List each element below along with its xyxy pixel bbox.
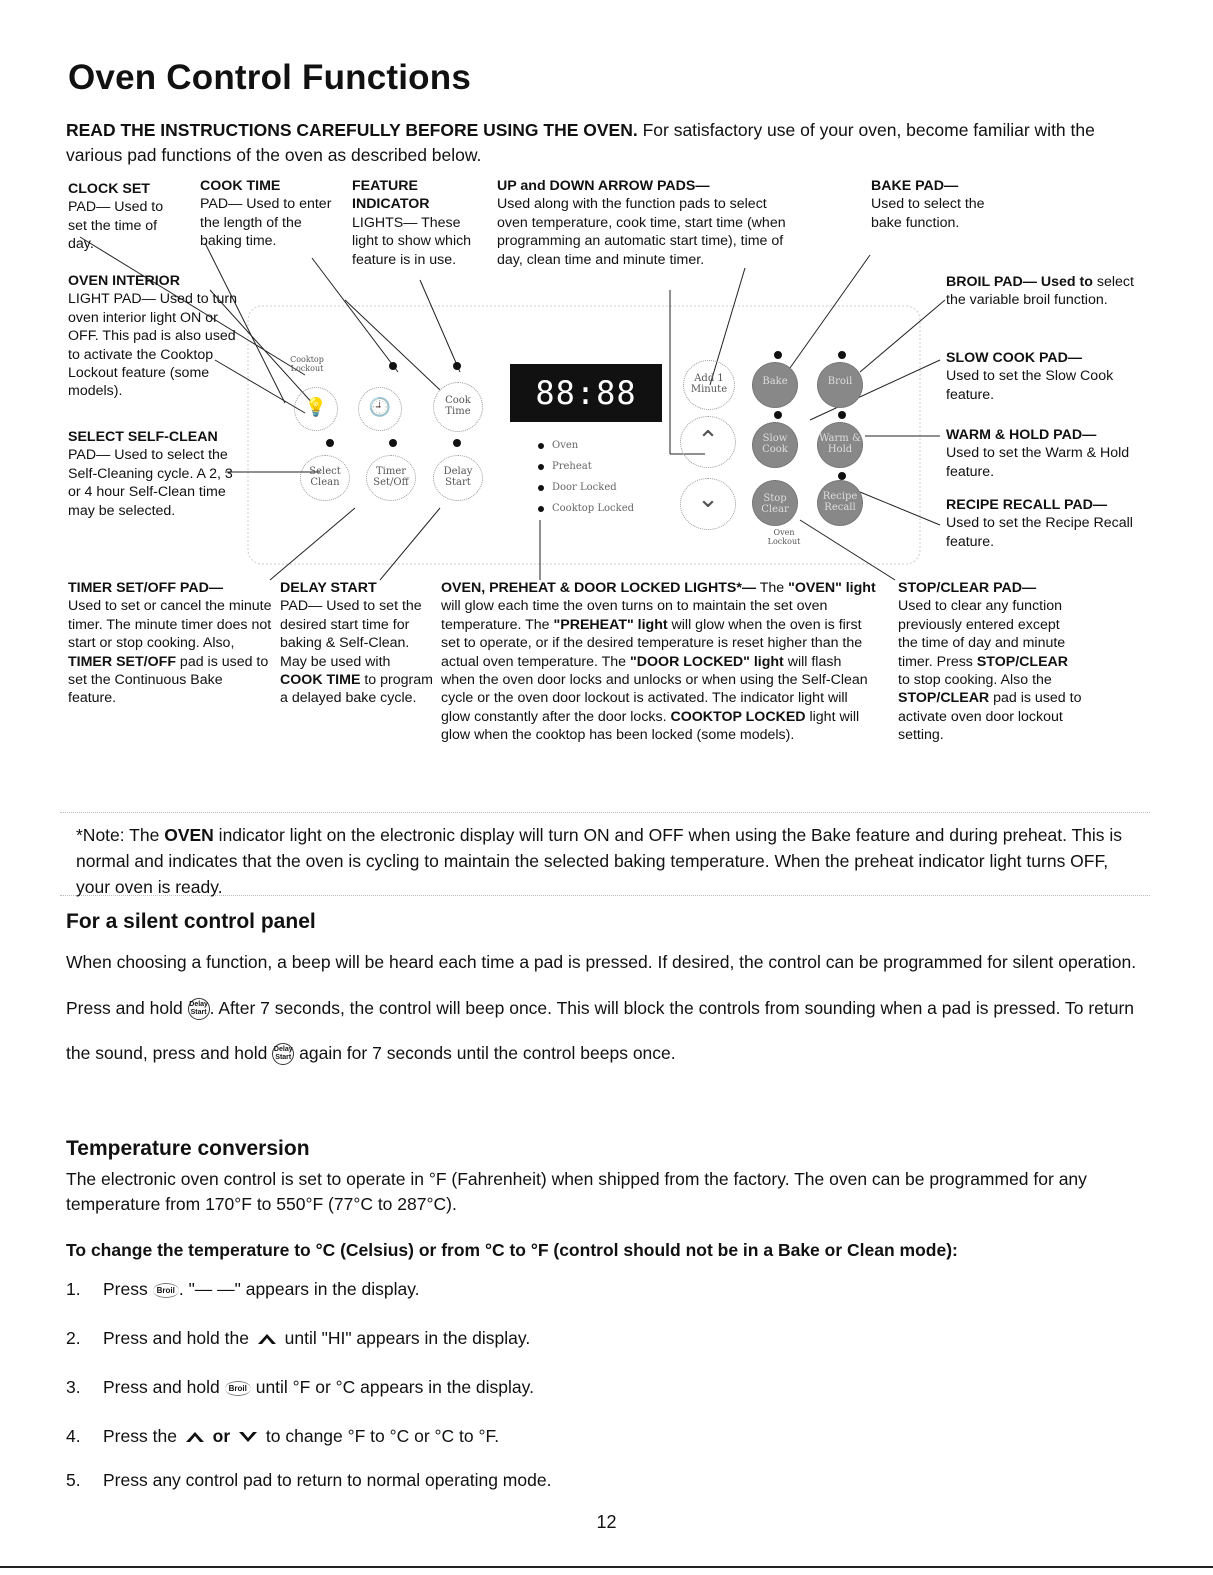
- oven-lockout-label: Oven Lockout: [767, 528, 801, 546]
- label-stop-clear-b1: STOP/CLEAR: [976, 653, 1069, 670]
- label-timer-body1: Used to set or cancel the minute timer. The minute timer does not start or stop cooking. Also,: [68, 598, 272, 652]
- select-clean-pad[interactable]: Select Clean: [300, 455, 350, 501]
- indicator-preheat: Preheat: [552, 461, 592, 472]
- up-arrow-pad[interactable]: [680, 416, 736, 468]
- label-select-self-clean: [68, 428, 243, 520]
- intro-bold: READ THE INSTRUCTIONS CAREFULLY BEFORE USING THE OVEN.: [66, 120, 638, 140]
- label-clock-set-body: PAD— Used to set the time of day.: [68, 199, 164, 253]
- label-clock-set: [68, 180, 168, 254]
- label-oven-lights-t3: will flash when the oven door locks and unlocks or when using the Self-Clean cycle or the oven door lockout is activated. The indicator light will glow constantly after the door locks.: [441, 653, 868, 725]
- add-minute-pad[interactable]: Add 1 Minute: [683, 360, 735, 410]
- label-slow-cook: [946, 349, 1151, 404]
- silent-heading: For a silent control panel: [66, 910, 316, 933]
- step-3-num: 3.: [66, 1377, 81, 1397]
- label-delay-start-bold1: COOK: [280, 672, 323, 689]
- label-oven-lights-t1: will glow each time the oven turns on to maintain the set oven temperature. The: [441, 598, 828, 633]
- label-clock-set-head: CLOCK SET: [68, 181, 150, 197]
- oven-note: [76, 822, 1146, 900]
- label-timer: [68, 579, 273, 708]
- temp-paragraph: The electronic oven control is set to operate in °F (Fahrenheit) when shipped from the factory. The oven can be programmed for any temperature from 170°F to 550°F (77°C to 287°C).: [66, 1169, 1087, 1214]
- bake-pad[interactable]: Bake: [752, 362, 798, 408]
- broil-icon: Broil: [153, 1283, 179, 1298]
- note-post: indicator light on the electronic display will turn ON and OFF when using the Bake feature and during preheat. This is normal and indicates that the oven is cycling to maintain the selected baking temperature. When the preheat indicator light turns OFF, your oven is ready.: [76, 825, 1123, 897]
- timer-pad[interactable]: Timer Set/Off: [366, 455, 416, 501]
- label-stop-clear-b2: STOP/CLEAR: [898, 690, 990, 707]
- label-slow-cook-head: SLOW COOK PAD—: [946, 350, 1083, 366]
- label-select-self-clean-body: PAD— Used to select the Self-Cleaning cycle. A 2, 3 or 4 hour Self-Clean time may be selected.: [68, 447, 233, 519]
- label-timer-head: TIMER SET/OFF PAD—: [68, 580, 224, 596]
- cooktop-lockout-label: Cooktop Lockout: [290, 355, 324, 373]
- label-oven-lights-t4: light will glow when the cooktop has been locked (some models).: [441, 708, 860, 744]
- label-stop-clear-head: STOP/CLEAR PAD—: [898, 580, 1037, 596]
- label-broil-pad-body: select the variable broil function.: [946, 274, 1134, 309]
- step-4-or: or: [207, 1426, 236, 1446]
- temp-heading: Temperature conversion: [66, 1137, 310, 1160]
- label-recipe-recall-head: RECIPE RECALL PAD—: [946, 497, 1108, 513]
- step-2-b: until "HI" appears in the display.: [279, 1328, 531, 1348]
- label-arrow-pads-body: Used along with the function pads to select oven temperature, cook time, start time (when programming an automatic start time), time of day, clean time and minute timer.: [497, 196, 786, 268]
- step-4-b: to change °F to °C or °C to °F.: [261, 1426, 500, 1446]
- step-1: [66, 1279, 420, 1300]
- page-number: 12: [596, 1512, 617, 1532]
- step-4-a: Press the: [103, 1426, 182, 1446]
- label-delay-start-head: DELAY START: [280, 580, 377, 596]
- down-arrow-icon: [239, 1432, 257, 1442]
- up-arrow-icon: ⌃: [697, 426, 719, 456]
- label-oven-interior: [68, 272, 243, 401]
- label-oven-lights-t2: will glow when the oven is first set to operate, or if the desired temperature is reset higher than the actual oven temperature. The: [441, 616, 863, 670]
- label-oven-lights-head: OVEN, PREHEAT & DOOR LOCKED LIGHTS*—: [441, 580, 757, 596]
- label-timer-body2: pad is used to set the Continuous Bake feature.: [68, 653, 269, 707]
- step-2-a: Press and hold the: [103, 1328, 254, 1348]
- label-oven-lights: [441, 579, 876, 745]
- label-stop-clear-body1: Used to clear any function previously entered except the time of day and minute timer. Press: [898, 598, 1066, 670]
- label-delay-start-body2: to program a delayed bake cycle.: [280, 672, 433, 707]
- label-bake-pad-head: BAKE PAD—: [871, 178, 959, 194]
- label-oven-lights-cooktop: COOKTOP LOCKED: [670, 708, 806, 725]
- footer-rule: [0, 1566, 1213, 1568]
- step-3-b: until °F or °C appears in the display.: [250, 1377, 534, 1397]
- label-bake-pad-body: Used to select the bake function.: [871, 196, 985, 231]
- step-1-a: Press: [103, 1279, 153, 1299]
- label-broil-pad-head: BROIL PAD— Used to: [946, 274, 1093, 290]
- label-feature-indicator-head: FEATURE INDICATOR: [352, 178, 430, 213]
- warm-hold-pad[interactable]: Warm & Hold: [817, 422, 863, 468]
- clock-icon: 🕘: [368, 397, 392, 418]
- step-2-num: 2.: [66, 1328, 81, 1348]
- label-warm-hold-head: WARM & HOLD PAD—: [946, 427, 1097, 443]
- label-broil-pad: [946, 273, 1151, 310]
- step-5: [66, 1470, 551, 1491]
- label-delay-start-body1: PAD— Used to set the desired start time for baking & Self-Clean. May be used with: [280, 598, 422, 670]
- delay-start-pad[interactable]: Delay Start: [433, 455, 483, 501]
- down-arrow-pad[interactable]: [680, 478, 736, 530]
- temp-subheading: To change the temperature to °C (Celsius) or from °C to °F (control should not be in a Bake or Clean mode):: [66, 1240, 958, 1260]
- label-cook-time-head: COOK TIME: [200, 178, 281, 194]
- label-delay-start-bold2: TIME: [326, 672, 361, 689]
- label-oven-lights-preheat: "PREHEAT" light: [553, 616, 668, 633]
- step-1-b: . "— —" appears in the display.: [178, 1279, 420, 1299]
- interior-light-pad[interactable]: [294, 387, 338, 431]
- silent-p3: again for 7 seconds until the control beeps once.: [294, 1043, 676, 1063]
- step-5-num: 5.: [66, 1470, 81, 1490]
- label-cook-time: [200, 177, 340, 251]
- page-title: Oven Control Functions: [68, 58, 472, 97]
- label-oven-lights-door: "DOOR LOCKED" light: [630, 653, 784, 670]
- up-arrow-icon-2: [186, 1432, 204, 1442]
- silent-p1: When choosing a function, a beep will be heard each time a pad is pressed. If desired, the control can be programmed for silent operation. Press and hold: [66, 952, 1137, 1018]
- step-1-num: 1.: [66, 1279, 81, 1299]
- note-pre: *Note: The: [76, 825, 165, 845]
- indicator-door-locked: Door Locked: [552, 482, 617, 493]
- label-feature-indicator: [352, 177, 482, 269]
- label-stop-clear: [898, 579, 1083, 745]
- label-slow-cook-body: Used to set the Slow Cook feature.: [946, 368, 1114, 403]
- label-recipe-recall: [946, 496, 1151, 551]
- delay-start-icon-2: Delay Start: [272, 1043, 294, 1065]
- cook-time-pad[interactable]: Cook Time: [433, 382, 483, 432]
- label-stop-clear-body2: to stop cooking. Also the: [898, 672, 1052, 689]
- step-4: [66, 1426, 499, 1447]
- label-oven-lights-head-rest: The: [759, 580, 785, 596]
- step-5-a: Press any control pad to return to normal operating mode.: [103, 1470, 552, 1490]
- recipe-recall-pad[interactable]: Recipe Recall: [817, 480, 863, 526]
- delay-start-icon: Delay Start: [188, 998, 210, 1020]
- label-select-self-clean-head: SELECT SELF-CLEAN: [68, 429, 218, 445]
- note-bold: OVEN: [164, 825, 214, 845]
- silent-paragraph: [66, 940, 1156, 1077]
- label-oven-interior-head: OVEN INTERIOR: [68, 273, 180, 289]
- silent-p2: . After 7 seconds, the control will beep once. This will block the controls from sounding when a pad is pressed. To return the sound, press and hold: [66, 997, 1135, 1063]
- label-oven-lights-oven: "OVEN" light: [788, 580, 876, 596]
- label-timer-bold: TIMER SET/OFF: [68, 653, 176, 670]
- indicator-oven: Oven: [552, 440, 579, 451]
- label-warm-hold-body: Used to set the Warm & Hold feature.: [946, 445, 1130, 480]
- step-2: [66, 1328, 530, 1349]
- clock-set-pad[interactable]: [358, 387, 402, 431]
- slow-cook-pad[interactable]: Slow Cook: [752, 422, 798, 468]
- light-bulb-icon: 💡: [304, 397, 328, 418]
- step-3-a: Press and hold: [103, 1377, 225, 1397]
- label-bake-pad: [871, 177, 991, 232]
- broil-pad[interactable]: Broil: [817, 362, 863, 408]
- label-arrow-pads: [497, 177, 787, 269]
- label-warm-hold: [946, 426, 1146, 481]
- label-recipe-recall-body: Used to set the Recipe Recall feature.: [946, 515, 1133, 550]
- label-oven-interior-body: LIGHT PAD— Used to turn oven interior light ON or OFF. This pad is also used to activate the Cooktop Lockout feature (some models).: [68, 291, 237, 400]
- label-arrow-pads-head: UP and DOWN ARROW PADS—: [497, 178, 710, 194]
- label-delay-start: [280, 579, 435, 708]
- label-cook-time-body: PAD— Used to enter the length of the baking time.: [200, 196, 332, 250]
- label-feature-indicator-body: LIGHTS— These light to show which feature is in use.: [352, 214, 472, 268]
- stop-clear-pad[interactable]: Stop Clear: [752, 480, 798, 526]
- down-arrow-icon: ⌄: [697, 484, 719, 514]
- label-stop-clear-body3: pad is used to activate oven door lockout setting.: [898, 690, 1082, 744]
- step-3: [66, 1377, 534, 1398]
- broil-icon-2: Broil: [225, 1381, 251, 1396]
- indicator-cooktop-locked: Cooktop Locked: [552, 503, 635, 514]
- up-arrow-icon: [258, 1334, 276, 1344]
- digital-display: 88:88: [510, 364, 662, 422]
- step-4-num: 4.: [66, 1426, 81, 1446]
- intro-text: For satisfactory use of your oven, become familiar with the various pad functions of the oven as described below.: [66, 120, 1095, 165]
